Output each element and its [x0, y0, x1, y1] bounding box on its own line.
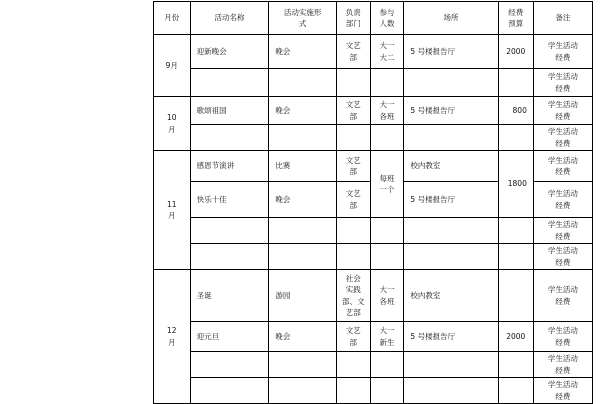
remarks-cell: 学生活动 经费 — [533, 35, 592, 69]
activity-name-cell — [190, 69, 269, 97]
participants-cell: 大一 各班 — [370, 97, 404, 125]
activity-form-cell — [269, 244, 337, 270]
activity-form-cell: 晚会 — [269, 97, 337, 125]
venue-cell — [404, 244, 498, 270]
activity-form-cell: 游园 — [269, 270, 337, 322]
venue-cell: 校内教室 — [404, 151, 498, 182]
venue-cell: 5 号楼报告厅 — [404, 322, 498, 352]
remarks-cell: 学生活动 经费 — [533, 151, 592, 182]
activity-form-cell: 比赛 — [269, 151, 337, 182]
header-budget: 经费 预算 — [498, 2, 533, 35]
participants-cell — [370, 69, 404, 97]
table-row — [154, 218, 593, 244]
budget-cell: 2000 — [498, 322, 533, 352]
month-cell: 10 月 — [154, 97, 191, 151]
header-venue: 场所 — [404, 2, 498, 35]
venue-cell: 校内教室 — [404, 270, 498, 322]
budget-cell — [498, 352, 533, 378]
budget-cell: 2000 — [498, 35, 533, 69]
month-cell: 9月 — [154, 35, 191, 97]
venue-cell — [404, 69, 498, 97]
table-row — [154, 35, 593, 69]
table-row — [154, 352, 593, 378]
department-cell: 文艺 部 — [336, 97, 370, 125]
activity-name-cell — [190, 244, 269, 270]
table-row — [154, 270, 593, 322]
department-cell: 文艺 部 — [336, 322, 370, 352]
activity-name-cell: 迎元旦 — [190, 322, 269, 352]
header-activity-name: 活动名称 — [190, 2, 269, 35]
header-remarks: 备注 — [533, 2, 592, 35]
department-cell — [336, 125, 370, 151]
activity-form-cell: 晚会 — [269, 182, 337, 218]
participants-cell — [370, 244, 404, 270]
table-row — [154, 97, 593, 125]
table-row — [154, 151, 593, 182]
department-cell: 文艺 部 — [336, 151, 370, 182]
venue-cell — [404, 352, 498, 378]
budget-cell — [498, 69, 533, 97]
venue-cell — [404, 218, 498, 244]
venue-cell: 5 号楼报告厅 — [404, 35, 498, 69]
activity-form-cell — [269, 69, 337, 97]
header-department: 负责 部门 — [336, 2, 370, 35]
participants-cell: 每班 一个 — [370, 151, 404, 218]
activity-name-cell: 快乐十佳 — [190, 182, 269, 218]
budget-cell — [498, 125, 533, 151]
remarks-cell: 学生活动 经费 — [533, 97, 592, 125]
activity-name-cell — [190, 125, 269, 151]
table-row — [154, 69, 593, 97]
venue-cell — [404, 125, 498, 151]
budget-cell: 1800 — [498, 151, 533, 218]
activity-name-cell — [190, 352, 269, 378]
activity-form-cell — [269, 352, 337, 378]
department-cell — [336, 244, 370, 270]
activity-form-cell: 晚会 — [269, 322, 337, 352]
table-row — [154, 125, 593, 151]
budget-cell — [498, 270, 533, 322]
remarks-cell: 学生活动 经费 — [533, 218, 592, 244]
activity-name-cell — [190, 218, 269, 244]
participants-cell: 大一 大二 — [370, 35, 404, 69]
participants-cell — [370, 352, 404, 378]
activity-form-cell: 晚会 — [269, 35, 337, 69]
participants-cell: 大一 新生 — [370, 322, 404, 352]
month-cell: 11 月 — [154, 151, 191, 270]
header-activity-form: 活动实施形 式 — [269, 2, 337, 35]
header-month: 月份 — [154, 2, 191, 35]
header-participants: 参与 人数 — [370, 2, 404, 35]
remarks-cell: 学生活动 经费 — [533, 69, 592, 97]
activity-name-cell: 歌颂祖国 — [190, 97, 269, 125]
venue-cell: 5 号楼报告厅 — [404, 97, 498, 125]
activity-form-cell — [269, 218, 337, 244]
activity-plan-table — [153, 1, 593, 404]
activity-form-cell — [269, 125, 337, 151]
remarks-cell: 学生活动 经费 — [533, 182, 592, 218]
budget-cell: 800 — [498, 97, 533, 125]
participants-cell — [370, 218, 404, 244]
month-cell: 12 月 — [154, 270, 191, 404]
table-row — [154, 322, 593, 352]
remarks-cell: 学生活动 经费 — [533, 352, 592, 378]
remarks-cell: 学生活动 经费 — [533, 125, 592, 151]
remarks-cell: 学生活动 经费 — [533, 244, 592, 270]
department-cell — [336, 69, 370, 97]
venue-cell: 5 号楼报告厅 — [404, 182, 498, 218]
participants-cell — [370, 125, 404, 151]
budget-cell — [498, 218, 533, 244]
activity-name-cell: 迎新晚会 — [190, 35, 269, 69]
participants-cell: 大一 各班 — [370, 270, 404, 322]
department-cell: 文艺 部 — [336, 182, 370, 218]
department-cell — [336, 218, 370, 244]
remarks-cell: 学生活动 经费 — [533, 322, 592, 352]
department-cell: 文艺 部 — [336, 35, 370, 69]
remarks-cell: 学生活动 经费 — [533, 270, 592, 322]
remarks-cell: 学生活动 经费 — [533, 378, 592, 404]
header-row — [154, 2, 593, 35]
activity-name-cell: 圣诞 — [190, 270, 269, 322]
activity-name-cell: 感恩节演讲 — [190, 151, 269, 182]
budget-cell — [498, 244, 533, 270]
table-row — [154, 244, 593, 270]
department-cell: 社会 实践 部、文 艺部 — [336, 270, 370, 322]
department-cell — [336, 352, 370, 378]
